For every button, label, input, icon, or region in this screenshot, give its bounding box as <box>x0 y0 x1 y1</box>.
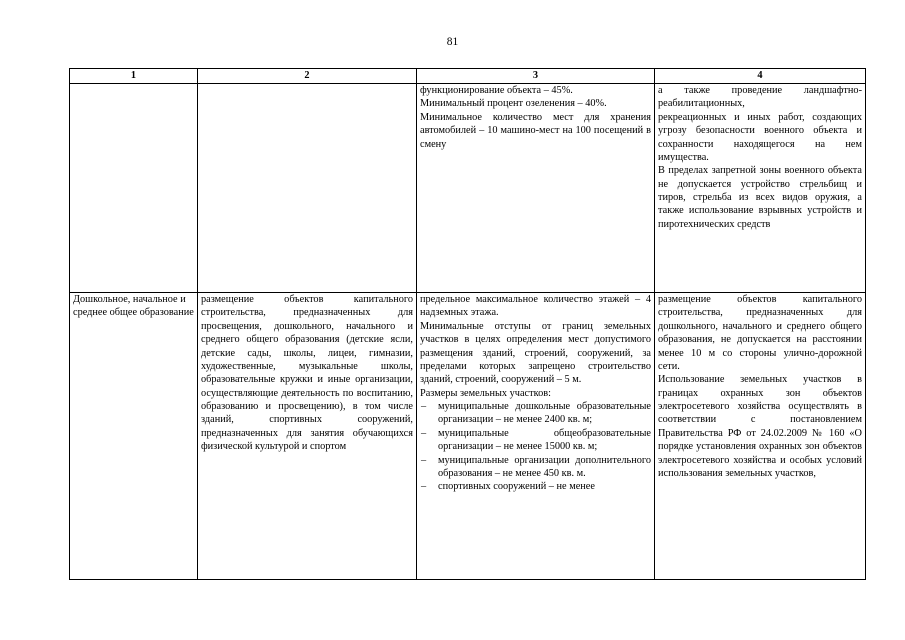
row1-col4-text-1: а также проведение ландшафтно-реабилитационных, <box>658 85 862 110</box>
row2-col3-text-1: предельное максимальное количество этажей – 4 надземных этажа. <box>420 294 651 319</box>
row1-col3-text-3: Минимальное количество мест для хранения автомобилей – 10 машино-мест на 100 посещений в смену <box>420 111 651 150</box>
list-item: – муниципальные общеобразовательные организации – не менее 15000 кв. м; <box>420 427 651 454</box>
land-size-list <box>420 400 651 494</box>
row1-col3-text-1: функционирование объекта – 45%. <box>420 85 573 96</box>
row2-description-cell: размещение объектов капитального строительства, предназначенных для просвещения, дошкольного, начального и среднего общего образования (детские ясли, детские сады, школы, лицеи, гимназии, художественные, музыкальные школы, образовательные кружки и иные организации, осуществляющие деятельность по воспитанию, образованию и просвещению), в том числе зданий, спортивных сооружений, предназначенных для занятия обучающихся физической культурой и спортом <box>198 293 417 580</box>
row1-col4-text-2: рекреационных и иных работ, создающих угрозу безопасности военного объекта и сохранности находящегося на нем имущества. <box>658 111 862 163</box>
list-item: – муниципальные организации дополнительного образования – не менее 450 кв. м. <box>420 454 651 481</box>
row2-col4-text-2: Использование земельных участков в границах охранных зон объектов электросетевого хозяйства осуществлять в соответствии с постановлением Правительства РФ от 24.02.2009 № 160 «О порядке установления охранных зон объектов электросетевого хозяйства и особых условий использования земельных участков, <box>658 374 862 479</box>
row2-col4-text-1: размещение объектов капитального строительства, предназначенных для дошкольного, начального и среднего общего образования, не допускается на расстоянии менее 10 м со стороны улично-дорожной сети. <box>658 294 862 372</box>
row2-col3-text-3: Размеры земельных участков: <box>420 387 551 399</box>
table-row <box>70 84 866 293</box>
header-cell-2: 2 <box>198 69 417 84</box>
row1-col3-cell <box>417 84 655 293</box>
list-item: – спортивных сооружений – не менее <box>420 480 651 493</box>
row1-col1-cell <box>70 84 198 293</box>
row1-col2-cell <box>198 84 417 293</box>
list-item: – муниципальные дошкольные образовательные организации – не менее 2400 кв. м; <box>420 400 651 427</box>
row2-parameters-cell <box>417 293 655 580</box>
header-cell-1: 1 <box>70 69 198 84</box>
row2-col3-text-2: Минимальные отступы от границ земельных участков в целях определения мест допустимого размещения зданий, строений, сооружений, за пределами которых запрещено строительство зданий, строений, сооружений – 5 м. <box>420 320 651 386</box>
regulations-table <box>69 68 866 580</box>
table-row <box>70 293 866 580</box>
row2-category-cell: Дошкольное, начальное и среднее общее образование <box>70 293 198 580</box>
row2-restrictions-cell <box>655 293 866 580</box>
row1-col4-cell <box>655 84 866 293</box>
table-header-row <box>70 69 866 84</box>
header-cell-4: 4 <box>655 69 866 84</box>
row1-col3-text-2: Минимальный процент озеленения – 40%. <box>420 98 607 110</box>
header-cell-3: 3 <box>417 69 655 84</box>
page-number: 81 <box>446 36 459 48</box>
row1-col4-text-3: В пределах запретной зоны военного объекта не допускается устройство стрельбищ и тиров, стрельба из всех видов оружия, а также использование взрывных устройств и пиротехнических средств <box>658 165 862 230</box>
